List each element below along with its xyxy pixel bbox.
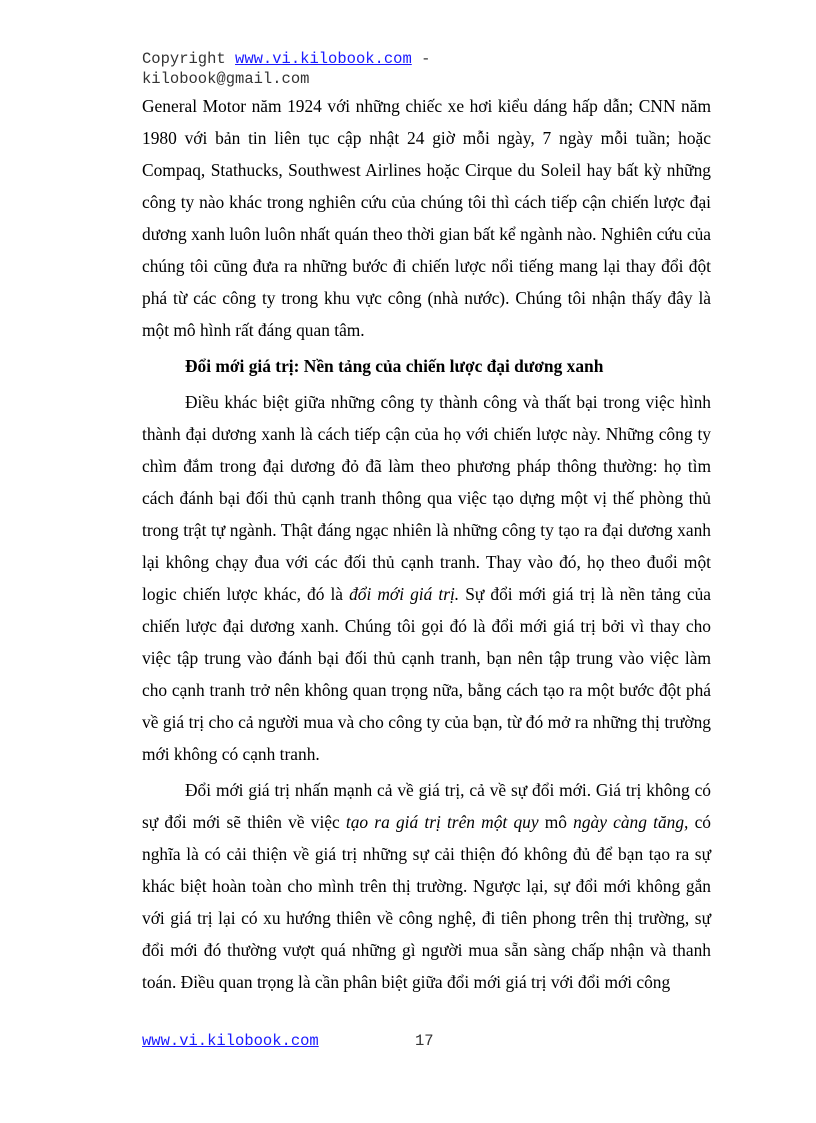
- paragraph-2-italic: đổi mới giá trị.: [349, 584, 460, 604]
- header-email: kilobook@gmail.com: [142, 70, 310, 88]
- paragraph-3-text-c: có nghĩa là có cải thiện về giá trị những sự cải thiện đó không đủ để bạn tạo ra sự khác biệt hoàn toàn cho mình trên thị trường. Ngược lại, sự đổi mới không gắn với giá trị lại có xu hướng thiên về công nghệ, đi tiên phong trên thị trường, sự đổi mới đó thường vượt quá những gì người mua sẵn sàng chấp nhận và thanh toán. Điều quan trọng là cần phân biệt giữa đổi mới giá trị với đổi mới công: [142, 812, 712, 992]
- section-heading: Đổi mới giá trị: Nền tảng của chiến lược đại dương xanh: [185, 356, 604, 376]
- header-line-1: [142, 49, 742, 69]
- page-number: 17: [415, 1032, 434, 1050]
- paragraph-2: [142, 386, 711, 770]
- paragraph-3-text-b: mô: [538, 812, 574, 832]
- header-separator: -: [421, 50, 431, 68]
- paragraph-3: [142, 774, 711, 998]
- footer-site-link[interactable]: www.vi.kilobook.com: [142, 1032, 319, 1050]
- paragraph-3-italic-a: tạo ra giá trị trên một quy: [345, 812, 539, 832]
- copyright-label: Copyright: [142, 50, 226, 68]
- paragraph-3-text-a: Đổi mới giá trị nhấn mạnh cả về giá trị, cả về sự đổi mới. Giá trị không có sự đổi mới sẽ thiên về việc: [142, 780, 711, 832]
- page-footer: [142, 1031, 542, 1051]
- header-site-link[interactable]: www.vi.kilobook.com: [235, 50, 412, 68]
- page-header: [142, 49, 742, 89]
- paragraph-2-text-b: Sự đổi mới giá trị là nền tảng của chiến lược đại dương xanh. Chúng tôi gọi đó là đổi mới giá trị bởi vì thay cho việc tập trung vào đánh bại đối thủ cạnh tranh, bạn nên tập trung vào việc làm cho cạnh tranh trở nên không quan trọng nữa, bằng cách tạo ra một bước đột phá về giá trị cho cả người mua và cho công ty của bạn, từ đó mở ra những thị trường mới không có cạnh tranh.: [142, 584, 711, 764]
- paragraph-1: General Motor năm 1924 với những chiếc xe hơi kiểu dáng hấp dẫn; CNN năm 1980 với bản tin liên tục cập nhật 24 giờ mỗi ngày, 7 ngày mỗi tuần; hoặc Compaq, Stathucks, Southwest Airlines hoặc Cirque du Soleil hay bất kỳ những công ty nào khác trong nghiên cứu của chúng tôi thì cách tiếp cận chiến lược đại dương xanh luôn luôn nhất quán theo thời gian bất kể ngành nào. Nghiên cứu của chúng tôi cũng đưa ra những bước đi chiến lược nổi tiếng mang lại thay đổi đột phá từ các công ty trong khu vực công (nhà nước). Chúng tôi nhận thấy đây là một mô hình rất đáng quan tâm.: [142, 96, 711, 340]
- header-line-2: [142, 69, 742, 89]
- paragraph-2-text-a: Điều khác biệt giữa những công ty thành công và thất bại trong việc hình thành đại dương xanh là cách tiếp cận của họ với chiến lược này. Những công ty chìm đắm trong đại dương đỏ đã làm theo phương pháp thông thường: họ tìm cách đánh bại đối thủ cạnh tranh thông qua việc tạo dựng một vị thế phòng thủ trong trật tự ngành. Thật đáng ngạc nhiên là những công ty tạo ra đại dương xanh lại không chạy đua với các đối thủ cạnh tranh. Thay vào đó, họ theo đuổi một logic chiến lược khác, đó là: [142, 392, 711, 604]
- body-text: [142, 90, 711, 998]
- paragraph-3-italic-b: ngày càng tăng,: [573, 812, 689, 832]
